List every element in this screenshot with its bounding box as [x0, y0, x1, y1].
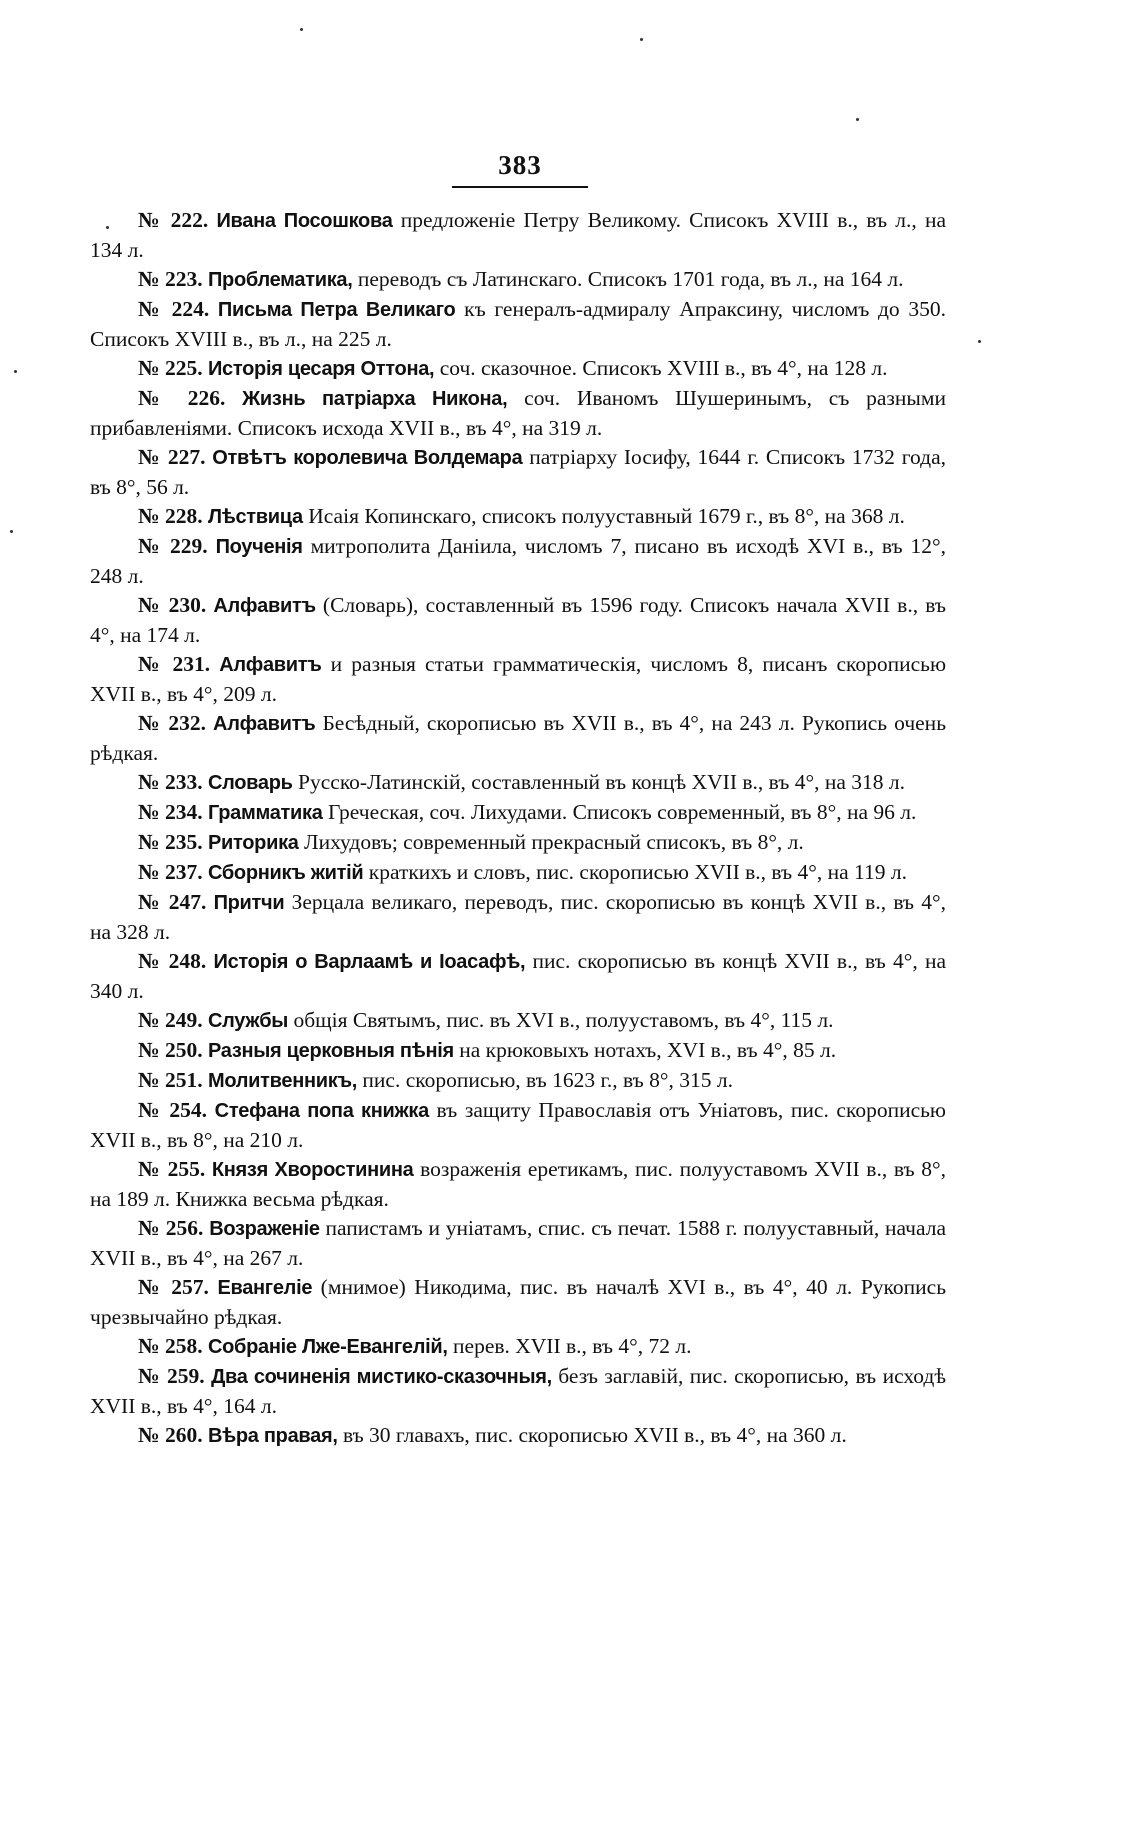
entry-description: въ 30 главахъ, пис. скорописью XVII в., въ 4°, на 360 л.: [337, 1423, 847, 1447]
catalogue-entry: [90, 650, 946, 709]
entry-number: № 251.: [138, 1068, 203, 1092]
entry-description: пис. скорописью, въ 1623 г., въ 8°, 315 л.: [357, 1068, 733, 1092]
entry-title: Молитвенникъ,: [207, 1070, 358, 1092]
entry-number: № 222.: [138, 208, 209, 232]
entry-description: переводъ съ Латинскаго. Списокъ 1701 года, въ л., на 164 л.: [352, 267, 904, 291]
entry-title: Поученія: [215, 536, 303, 558]
entry-title: Ивана Посошкова: [216, 210, 393, 232]
scan-speck: [14, 370, 17, 373]
entry-title: Вѣра правая,: [207, 1425, 338, 1447]
entry-description: и разныя статьи грамматическія, числомъ 8, писанъ скорописью XVII в., въ 4°, 209 л.: [90, 652, 947, 706]
entry-number: № 237.: [138, 860, 203, 884]
entry-number: № 254.: [138, 1098, 208, 1122]
catalogue-entry: [90, 1273, 946, 1332]
entry-number: № 233.: [138, 770, 203, 794]
entry-number: № 235.: [138, 830, 203, 854]
entry-description: предложеніе Петру Великому. Списокъ XVIII в., въ л., на 134 л.: [90, 208, 947, 262]
catalogue-entry: [90, 1214, 946, 1273]
entry-title: Письма Петра Великаго: [217, 299, 456, 321]
entry-number: № 225.: [138, 356, 203, 380]
scan-speck: [640, 38, 643, 41]
catalogue-entry: [90, 1332, 946, 1362]
entry-title: Притчи: [213, 892, 285, 914]
entry-title: Разныя церковныя пѣнія: [207, 1040, 454, 1062]
entry-description: папистамъ и уніатамъ, спис. съ печат. 1588 г. полууставный, начала XVII в., въ 4°, на 267 л.: [90, 1216, 946, 1270]
entry-description: возраженія еретикамъ, пис. полууставомъ XVII в., въ 8°, на 189 л. Книжка весьма рѣдкая.: [90, 1157, 947, 1211]
entry-title: Словарь: [207, 772, 293, 794]
entry-number: № 255.: [138, 1157, 206, 1181]
entry-title: Грамматика: [207, 802, 323, 824]
entry-description: патріарху Іосифу, 1644 г. Списокъ 1732 года, въ 8°, 56 л.: [90, 445, 947, 499]
entry-title: Евангеліе: [217, 1277, 313, 1299]
entry-description: краткихъ и словъ, пис. скорописью XVII в., въ 4°, на 119 л.: [363, 860, 907, 884]
entry-description: Греческая, соч. Лихудами. Списокъ современный, въ 8°, на 96 л.: [322, 800, 917, 824]
page-number: 383: [498, 150, 542, 180]
entry-number: № 234.: [138, 800, 203, 824]
catalogue-entry: [90, 532, 946, 591]
entry-title: Возраженіе: [209, 1218, 320, 1240]
catalogue-entry: [90, 384, 946, 443]
scan-speck: [300, 28, 303, 31]
entry-title: Проблематика,: [207, 269, 353, 291]
entry-title: Отвѣтъ королевича Волдемара: [212, 447, 523, 469]
entry-description: къ генералъ-адмиралу Апраксину, числомъ до 350. Списокъ XVIII в., въ л., на 225 л.: [90, 297, 946, 351]
catalogue-entry: [90, 206, 946, 265]
entry-number: № 249.: [138, 1008, 203, 1032]
catalogue-entry: [90, 354, 946, 384]
catalogue-entry: [90, 947, 946, 1006]
entry-title: Два сочиненія мистико-сказочныя,: [211, 1366, 552, 1388]
entry-title: Стефана попа книжка: [214, 1100, 429, 1122]
catalogue-entry: [90, 828, 946, 858]
entry-description: въ защиту Православія отъ Уніатовъ, пис. скорописью XVII в., въ 8°, на 210 л.: [90, 1098, 946, 1152]
entry-number: № 223.: [138, 267, 203, 291]
scan-speck: [856, 118, 859, 121]
catalogue-entry: [90, 591, 946, 650]
entry-title: Исторія цесаря Оттона,: [207, 358, 435, 380]
catalogue-entry: [90, 1362, 946, 1421]
entry-description: соч. Иваномъ Шушеринымъ, съ разными прибавленіями. Списокъ исхода XVII в., въ 4°, на 319 л.: [90, 386, 946, 440]
entry-description: соч. сказочное. Списокъ XVIII в., въ 4°, на 128 л.: [434, 356, 888, 380]
catalogue-entry: [90, 502, 946, 532]
entry-number: № 258.: [138, 1334, 203, 1358]
catalogue-entry: [90, 265, 946, 295]
entry-description: безъ заглавій, пис. скорописью, въ исходѣ XVII в., въ 4°, 164 л.: [90, 1364, 947, 1418]
entry-title: Службы: [207, 1010, 289, 1032]
entry-number: № 248.: [138, 949, 207, 973]
entry-description: пис. скорописью въ концѣ XVII в., въ 4°, на 340 л.: [90, 949, 946, 1003]
entry-description: Бесѣдный, скорописью въ XVII в., въ 4°, на 243 л. Рукопись очень рѣдкая.: [90, 711, 946, 765]
entry-description: общія Святымъ, пис. въ XVI в., полууставомъ, въ 4°, 115 л.: [288, 1008, 834, 1032]
catalogue-entry: [90, 1066, 946, 1096]
entry-description: Русско-Латинскій, составленный въ концѣ XVII в., въ 4°, на 318 л.: [292, 770, 905, 794]
entry-number: № 259.: [138, 1364, 205, 1388]
entry-title: Риторика: [207, 832, 299, 854]
catalogue-entry: [90, 1155, 946, 1214]
entry-title: Сборникъ житій: [207, 862, 364, 884]
entry-title: Алфавитъ: [213, 713, 316, 735]
entry-description: Лихудовъ; современный прекрасный списокъ, въ 8°, л.: [298, 830, 804, 854]
entry-number: № 229.: [138, 534, 208, 558]
page-number-underline: [452, 186, 588, 188]
entry-number: № 257.: [138, 1275, 209, 1299]
catalogue-entry: [90, 768, 946, 798]
entry-number: № 250.: [138, 1038, 203, 1062]
entry-title: Лѣствица: [207, 506, 303, 528]
entry-title: Алфавитъ: [219, 654, 322, 676]
entry-description: (мнимое) Никодима, пис. въ началѣ XVI в., въ 4°, 40 л. Рукопись чрезвычайно рѣдкая.: [90, 1275, 946, 1329]
entry-number: № 247.: [138, 890, 207, 914]
entry-title: Исторія о Варлаамѣ и Іоасафѣ,: [213, 951, 526, 973]
entry-number: № 228.: [138, 504, 203, 528]
entry-description: (Словарь), составленный въ 1596 году. Списокъ начала XVII в., въ 4°, на 174 л.: [90, 593, 946, 647]
catalogue-entry: [90, 888, 946, 947]
entry-title: Собраніе Лже-Евангелій,: [207, 1336, 448, 1358]
entry-title: Алфавитъ: [213, 595, 316, 617]
catalogue-entry: [90, 858, 946, 888]
catalogue-entries: [90, 206, 946, 1451]
entry-number: № 231.: [138, 652, 211, 676]
entry-description: Исаія Копинскаго, списокъ полууставный 1679 г., въ 8°, на 368 л.: [302, 504, 905, 528]
catalogue-entry: [90, 798, 946, 828]
catalogue-entry: [90, 1421, 946, 1451]
entry-number: № 260.: [138, 1423, 203, 1447]
entry-number: № 232.: [138, 711, 206, 735]
entry-title: Князя Хворостинина: [211, 1159, 414, 1181]
entry-title: Жизнь патріарха Никона,: [242, 388, 508, 410]
entry-number: № 227.: [138, 445, 206, 469]
entry-number: № 230.: [138, 593, 207, 617]
entry-number: № 256.: [138, 1216, 204, 1240]
catalogue-entry: [90, 443, 946, 502]
entry-number: № 226.: [138, 386, 226, 410]
scan-speck: [106, 226, 109, 229]
catalogue-entry: [90, 1006, 946, 1036]
scan-speck: [10, 530, 13, 533]
entry-description: Зерцала великаго, переводъ, пис. скорописью въ концѣ XVII в., въ 4°, на 328 л.: [90, 890, 947, 944]
catalogue-entry: [90, 1036, 946, 1066]
entry-description: на крюковыхъ нотахъ, XVI в., въ 4°, 85 л.: [453, 1038, 837, 1062]
catalogue-entry: [90, 1096, 946, 1155]
entry-number: № 224.: [138, 297, 210, 321]
catalogue-entry: [90, 295, 946, 354]
catalogue-entry: [90, 709, 946, 768]
entry-description: митрополита Даніила, числомъ 7, писано въ исходѣ XVI в., въ 12°, 248 л.: [90, 534, 946, 588]
entry-description: перев. XVII в., въ 4°, 72 л.: [447, 1334, 692, 1358]
scan-speck: [978, 340, 981, 343]
